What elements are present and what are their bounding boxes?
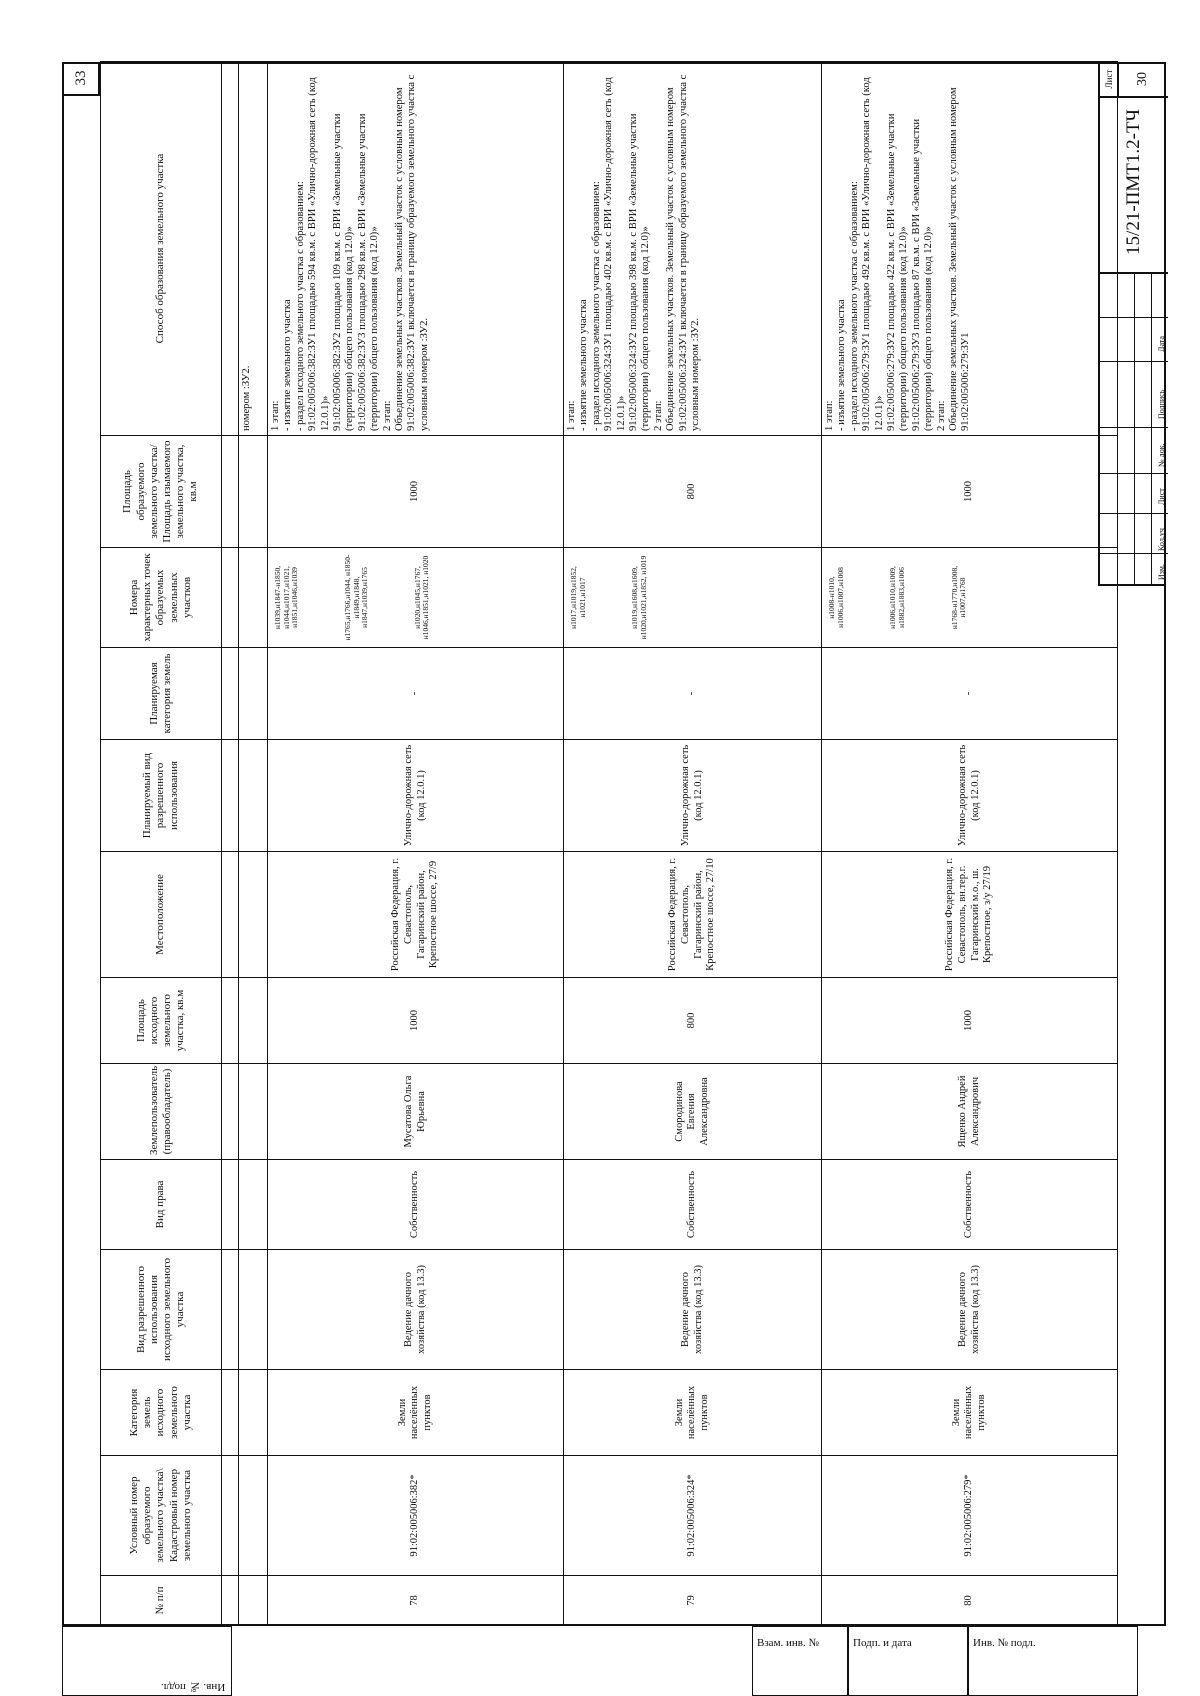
- cadastral-number: 91:02:005006:279*: [822, 1456, 1118, 1576]
- table-row: [564, 62, 822, 1626]
- new-area: 1000: [822, 436, 1118, 548]
- left-side-stamp: [0, 1626, 1200, 1696]
- stamp-label: Подпись: [1157, 389, 1166, 419]
- points-group: н1019,н1608,н1609, н1020,н1021,н1852, н1019: [630, 555, 648, 640]
- cadastral-number: 91:02:005006:382*: [268, 1456, 564, 1576]
- owner: Смородинова Евгения Александровна: [564, 1064, 822, 1160]
- location: Российская Федерация, г. Севастополь, Гагаринский район, Крепостное шоссе, 27/10: [564, 852, 822, 978]
- right-type: Собственность: [564, 1160, 822, 1250]
- header-cell: Вид права: [101, 1160, 222, 1250]
- header-cell: Категория земель исходного земельного участка: [101, 1370, 222, 1456]
- source-area: 1000: [822, 978, 1118, 1064]
- right-type: Собственность: [268, 1160, 564, 1250]
- header-cell: Местоположение: [101, 852, 222, 978]
- stamp-label: Лист: [1157, 488, 1166, 505]
- source-vri: Ведение дачного хозяйства (код 13.3): [268, 1250, 564, 1370]
- header-cell: Условный номер образуемого земельного участка\ Кадастровый номер земельного участка: [101, 1456, 222, 1576]
- points-group: н1006,н1010,н1009, н1882,н1883,н1006: [888, 566, 906, 629]
- new-area: 1000: [268, 436, 564, 548]
- planned-vri: Улично-дорожная сеть (код 12.0.1): [564, 740, 822, 852]
- header-row: [101, 62, 222, 1626]
- right-type: Собственность: [822, 1160, 1118, 1250]
- table-row: [822, 62, 1118, 1626]
- characteristic-points: [822, 548, 1118, 648]
- land-plots-table: [100, 61, 1118, 1626]
- podp-box: [848, 1626, 968, 1696]
- points-group: н1008-н1010, н1006,н1007,н1008: [827, 567, 845, 628]
- sheet-label: Лист: [1100, 62, 1119, 96]
- header-cell: № п/п: [101, 1576, 222, 1626]
- planned-vri: Улично-дорожная сеть (код 12.0.1): [268, 740, 564, 852]
- header-cell: Планируемый вид разрешенного использования: [101, 740, 222, 852]
- header-cell: Площадь исходного земельного участка, кв.м: [101, 978, 222, 1064]
- title-block: [1098, 62, 1166, 586]
- table-row: [268, 62, 564, 1626]
- location: Российская Федерация, г. Севастополь, вн.тер.г. Гагаринский м.о., ш. Крепостное, з/у 27/19: [822, 852, 1118, 978]
- inv-box: [968, 1626, 1138, 1696]
- header-cell: Планируемая категория земель: [101, 648, 222, 740]
- land-category: Земли населённых пунктов: [564, 1370, 822, 1456]
- source-vri: Ведение дачного хозяйства (код 13.3): [564, 1250, 822, 1370]
- cadastral-number: 91:02:005006:324*: [564, 1456, 822, 1576]
- planned-category: -: [822, 648, 1118, 740]
- prev-method-tail: номером :ЗУ2.: [239, 62, 268, 436]
- planned-category: -: [268, 648, 564, 740]
- podp-side-label: Подп. и дата: [853, 1637, 912, 1649]
- row-number: 80: [822, 1576, 1118, 1626]
- points-group: н1017,н1019,н1852, н1021,н1017: [569, 566, 587, 629]
- title-block-grid: [1100, 274, 1168, 584]
- owner: Ященко Андрей Александрович: [822, 1064, 1118, 1160]
- planned-vri: Улично-дорожная сеть (код 12.0.1): [822, 740, 1118, 852]
- header-cell: Землепользователь (правообладатель): [101, 1064, 222, 1160]
- formation-method: 1 этап: - изъятие земельного участка - раздел исходного земельного участка с образованием: 91:02:005006:279:ЗУ1 площадью 492 кв.м. с ВРИ «Улично-дорожная сеть (код 12.0.1)» 91:02:005006:279:ЗУ2 площадью 422 кв.м. с ВРИ «Земельные участки (территории) общего пользования (код 12.0)» 91:02:005006:279:ЗУ3 площадью 87 кв.м. с ВРИ «Земельные участки (территории) общего пользования (код 12.0)» 2 этап: Объединение земельных участков. Земельный участок с условным номером 91:02:005006:279:ЗУ1: [822, 62, 1118, 436]
- formation-method: 1 этап: - изъятие земельного участка - раздел исходного земельного участка с образованием: 91:02:005006:382:ЗУ1 площадью 594 кв.м. с ВРИ «Улично-дорожная сеть (код 12.0.1)» 91:02:005006:382:ЗУ2 площадью 109 кв.м. с ВРИ «Земельные участки (территории) общего пользования (код 12.0)» 91:02:005006:382:ЗУ3 площадью 298 кв.м. с ВРИ «Земельные участки (территории) общего пользования (код 12.0)» 2 этап: Объединение земельных участков. Земельный участок с условным номером 91:02:005006:382:ЗУ1 включается в границу образуемого земельного участка с условным номером :ЗУ2.: [268, 62, 564, 436]
- points-group: н1768-н1770,н1008, н1007,н1768: [949, 565, 968, 630]
- vzam-side-label: Взам. инв. №: [757, 1637, 819, 1649]
- stamp-label: № док.: [1157, 443, 1166, 467]
- row-number: 79: [564, 1576, 822, 1626]
- land-category: Земли населённых пунктов: [822, 1370, 1118, 1456]
- source-area: 800: [564, 978, 822, 1064]
- column-number-row: [222, 62, 239, 1626]
- owner: Мусатова Ольга Юрьевна: [268, 1064, 564, 1160]
- inv-label: Инв. № подл.: [160, 1681, 225, 1693]
- formation-method: 1 этап: - изъятие земельного участка - раздел исходного земельного участка с образованием: 91:02:005006:324:ЗУ1 площадью 402 кв.м. с ВРИ «Улично-дорожная сеть (код 12.0.1)» 91:02:005006:324:ЗУ2 площадью 398 кв.м. с ВРИ «Земельные участки (территории) общего пользования (код 12.0)» 2 этап: Объединение земельных участков. Земельный участок с условным номером 91:02:005006:324:ЗУ1 включается в границу образуемого земельного участка с условным номером :ЗУ2.: [564, 62, 822, 436]
- header-cell: Площадь образуемого земельного участка/Площадь изымаемого земельного участка, кв.м: [101, 436, 222, 548]
- points-group: н1020,н1045,н1767, н1046,н1851,н1021, н1020: [412, 555, 431, 640]
- header-cell: Способ образования земельного участка: [101, 62, 222, 436]
- stamp-label: Дата: [1157, 336, 1166, 352]
- vzam-box: [752, 1626, 848, 1696]
- page-number-top: 33: [62, 62, 100, 96]
- location: Российская Федерация, г. Севастополь, Гагаринский район, Крепостное шоссе, 27/9: [268, 852, 564, 978]
- header-cell: Вид разрешенного использования исходного земельного участка: [101, 1250, 222, 1370]
- points-group: н1765,н1766,н1044, н1850-н1849,н1848, н1847,н1039,н1765: [342, 554, 370, 641]
- header-cell: Номера характерных точек образуемых земельных участков: [101, 548, 222, 648]
- source-area: 1000: [268, 978, 564, 1064]
- characteristic-points: [268, 548, 564, 648]
- source-vri: Ведение дачного хозяйства (код 13.3): [822, 1250, 1118, 1370]
- stamp-label: Изм.: [1157, 564, 1166, 580]
- new-area: 800: [564, 436, 822, 548]
- planned-category: -: [564, 648, 822, 740]
- row-number: 78: [268, 1576, 564, 1626]
- previous-row-tail: [239, 62, 268, 1626]
- sheet-box: [1100, 62, 1168, 98]
- points-group: н1039,н1847-н1850, н1044,н1017,н1021, н1851,н1046,н1039: [273, 565, 300, 630]
- sheet-number: 30: [1135, 72, 1150, 86]
- characteristic-points: [564, 548, 822, 648]
- land-category: Земли населённых пунктов: [268, 1370, 564, 1456]
- stamp-label: Кол.уч: [1157, 528, 1166, 551]
- document-code: 15/21-ПМТ1.2-ТЧ: [1100, 92, 1168, 274]
- inv-side-label: Инв. № подл.: [973, 1637, 1036, 1649]
